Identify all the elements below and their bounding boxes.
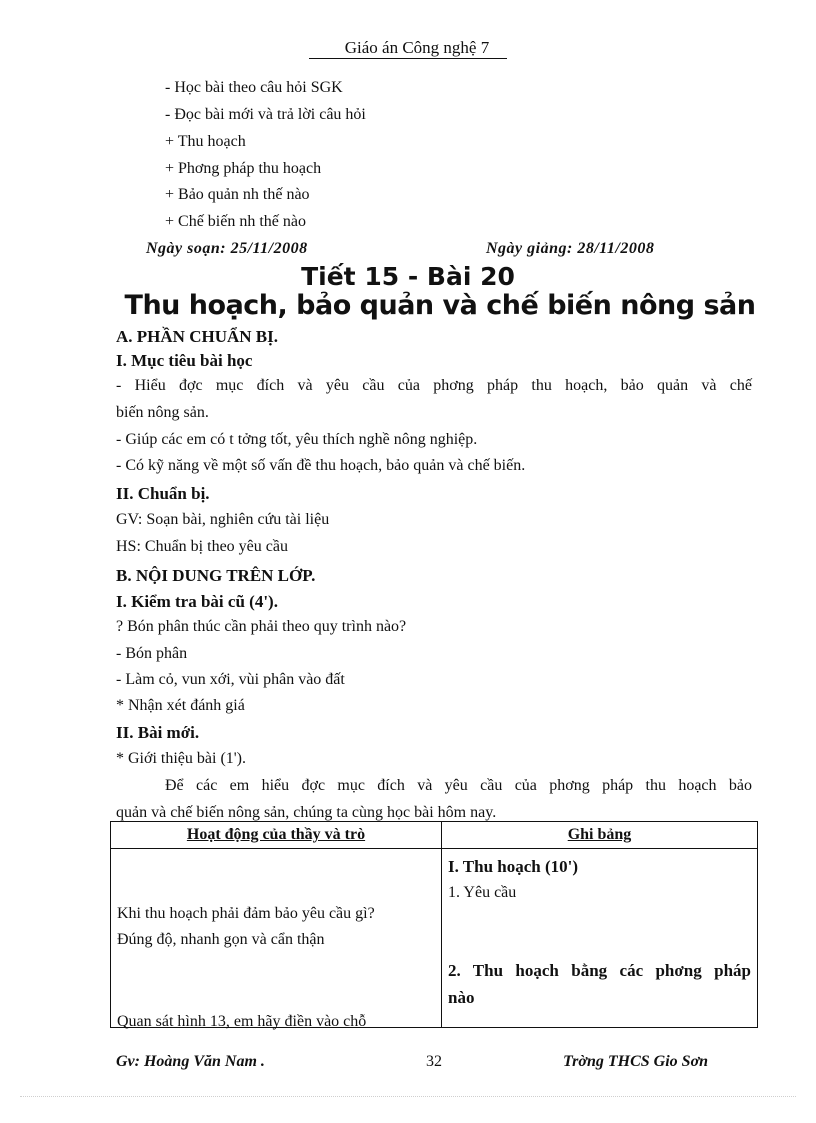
review-answer: - Làm cỏ, vun xới, vùi phân vào đất [116,671,345,688]
date-prepared: Ngày soạn: 25/11/2008 [146,240,308,257]
footer-teacher: Gv: Hoàng Văn Nam . [116,1053,265,1070]
column-header-activities: Hoạt động của thầy và trò [111,822,442,849]
intro-text-line: Để các em hiểu đợc mục đích và yêu cầu của phơng pháp thu hoạch bảo [165,777,752,794]
page-header: Giáo án Công nghệ 7 [0,38,816,58]
objectives-heading: I. Mục tiêu bài học [116,351,253,370]
table-row [111,849,758,1028]
activities-cell [111,849,442,1028]
review-note: * Nhận xét đánh giá [116,697,245,714]
page-number: 32 [426,1053,442,1070]
lesson-number: Tiết 15 - Bài 20 [301,262,515,291]
part-b-heading: B. NỘI DUNG TRÊN LỚP. [116,566,316,585]
objective-1-line: - Hiểu đợc mục đích và yêu cầu của phơng pháp thu hoạch, bảo quản và chế [116,377,752,394]
gv-prep: GV: Soạn bài, nghiên cứu tài liệu [116,511,330,528]
date-taught: Ngày giảng: 28/11/2008 [486,240,655,257]
table-header-row [111,822,758,849]
objective-1 [116,377,752,395]
notes-item-2-line: 2. Thu hoạch bằng các phơng pháp [448,961,751,980]
homework-item: + Phơng pháp thu hoạch [165,160,322,177]
footer-school: Trờng THCS Gio Sơn [563,1053,709,1070]
homework-item: - Đọc bài mới và trả lời câu hỏi [165,106,366,123]
notes-item: 1. Yêu cầu [448,884,517,901]
objective-1-cont: biến nông sản. [116,404,209,421]
intro-text-cont: quản và chế biến nông sản, chúng ta cùng học bài hôm nay. [116,804,497,821]
notes-cell [442,849,758,1028]
objective-3: - Có kỹ năng về một số vấn đề thu hoạch, bảo quản và chế biến. [116,457,526,474]
new-lesson-heading: II. Bài mới. [116,723,200,742]
prep-heading: II. Chuẩn bị. [116,484,210,503]
page-bottom-divider [20,1096,796,1097]
teacher-question: Khi thu hoạch phải đảm bảo yêu cầu gì? [117,905,375,922]
column-header-notes: Ghi bảng [442,822,758,849]
activities-content [117,901,375,953]
hs-prep: HS: Chuẩn bị theo yêu cầu [116,538,288,555]
lesson-table [110,821,758,1028]
homework-item: + Thu hoạch [165,133,246,150]
homework-item: + Bảo quản nh thế nào [165,186,310,203]
homework-item: + Chế biến nh thế nào [165,213,306,230]
objective-2: - Giúp các em có t tởng tốt, yêu thích nghề nông nghiệp. [116,431,478,448]
lesson-title: Thu hoạch, bảo quản và chế biến nông sản [124,290,756,321]
homework-item: - Học bài theo câu hỏi SGK [165,79,343,96]
notes-item-2 [448,957,751,1011]
review-heading: I. Kiểm tra bài cũ (4'). [116,592,278,611]
teacher-instruction: Quan sát hình 13, em hãy điền vào chỗ [117,1013,367,1030]
review-answer: - Bón phân [116,645,188,662]
notes-content [448,854,578,906]
intro-label: * Giới thiệu bài (1'). [116,750,246,767]
review-question: ? Bón phân thúc cần phải theo quy trình nào? [116,618,407,635]
intro-text [165,777,752,795]
part-a-heading: A. PHẦN CHUẨN BỊ. [116,327,278,346]
notes-item-2-cont: nào [448,988,475,1007]
student-answer: Đúng độ, nhanh gọn và cẩn thận [117,931,325,948]
notes-heading: I. Thu hoạch (10') [448,857,579,876]
